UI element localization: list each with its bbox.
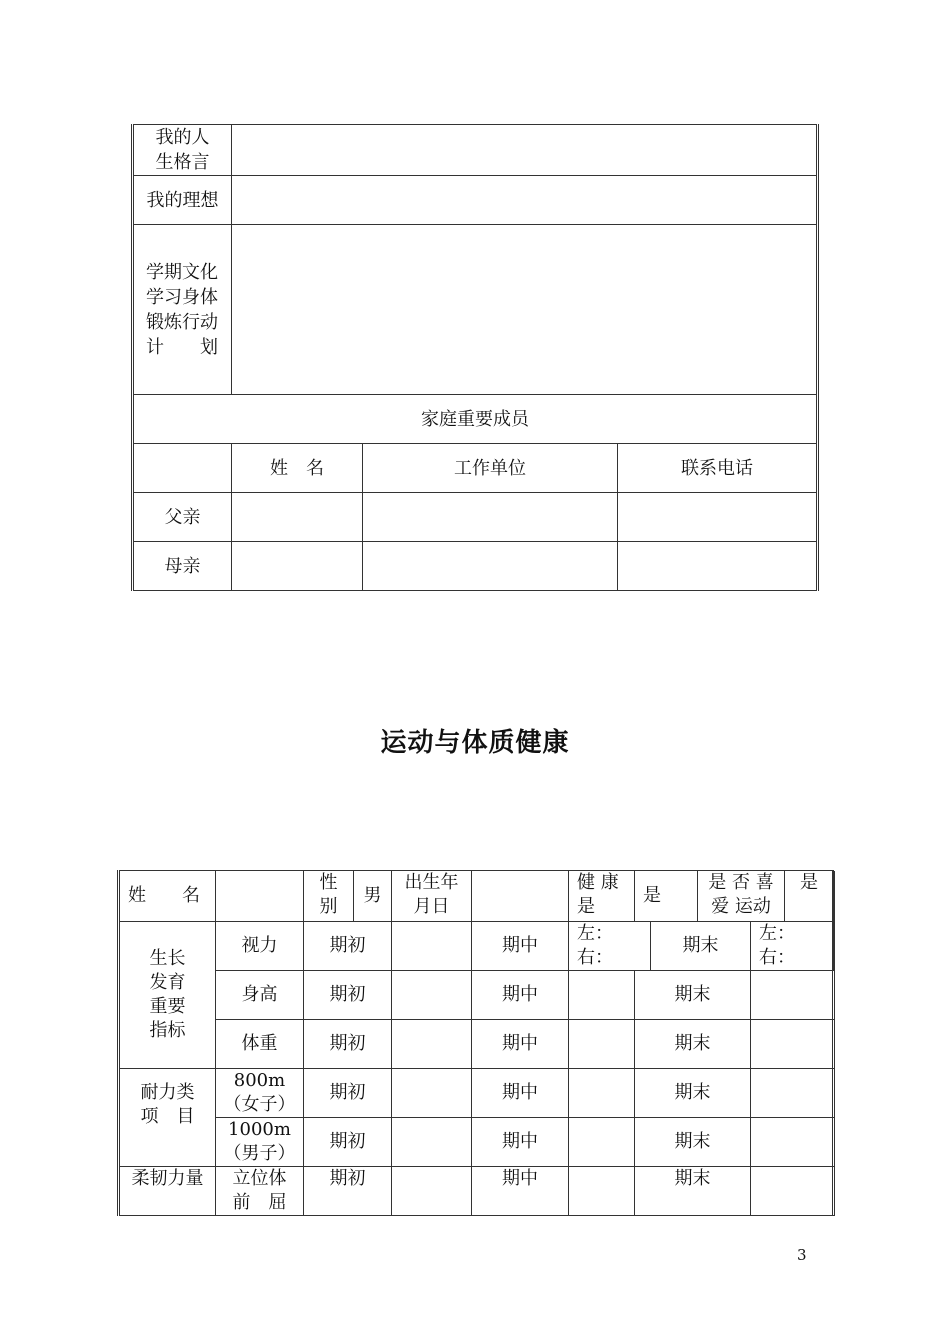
likes-sport-value: 是	[785, 871, 834, 922]
plan-field[interactable]	[232, 225, 818, 395]
motto-label: 我的人 生格言	[133, 125, 232, 176]
run-female-start-label: 期初	[304, 1069, 392, 1118]
father-name-field[interactable]	[232, 493, 363, 542]
vision-mid-field[interactable]: 左： 右：	[569, 922, 651, 971]
height-start-label: 期初	[304, 971, 392, 1020]
growth-group-label: 生长 发育 重要 指标	[119, 922, 216, 1069]
father-work-field[interactable]	[363, 493, 618, 542]
father-label: 父亲	[133, 493, 232, 542]
profile-table	[131, 124, 819, 591]
mother-work-field[interactable]	[363, 542, 618, 591]
weight-start-label: 期初	[304, 1020, 392, 1069]
height-mid-field[interactable]	[569, 971, 635, 1020]
healthy-label: 健 康 是	[569, 871, 635, 922]
plan-label: 学期文化 学习身体 锻炼行动 计 划	[133, 225, 232, 395]
vision-end-field[interactable]: 左： 右：	[751, 922, 834, 971]
flex-item-label: 立位体 前 屈	[216, 1167, 304, 1216]
name-label: 姓 名	[119, 871, 216, 922]
mother-phone-field[interactable]	[618, 542, 818, 591]
birth-field[interactable]	[472, 871, 569, 922]
gender-value: 男	[354, 871, 392, 922]
ideal-field[interactable]	[232, 176, 818, 225]
run-male-end-label: 期末	[635, 1118, 751, 1167]
height-mid-label: 期中	[472, 971, 569, 1020]
height-end-field[interactable]	[751, 971, 834, 1020]
weight-end-label: 期末	[635, 1020, 751, 1069]
run-female-end-label: 期末	[635, 1069, 751, 1118]
run-male-mid-field[interactable]	[569, 1118, 635, 1167]
height-label: 身高	[216, 971, 304, 1020]
run-male-start-field[interactable]	[392, 1118, 472, 1167]
gender-label: 性 别	[304, 871, 354, 922]
flex-group-label: 柔韧力量	[119, 1167, 216, 1216]
weight-mid-field[interactable]	[569, 1020, 635, 1069]
healthy-value: 是	[635, 871, 698, 922]
family-header: 家庭重要成员	[133, 395, 818, 444]
vision-start-field[interactable]	[392, 922, 472, 971]
mother-label: 母亲	[133, 542, 232, 591]
section-title: 运动与体质健康	[380, 728, 570, 758]
endurance-group-label: 耐力类 项 目	[119, 1069, 216, 1167]
vision-mid-label: 期中	[472, 922, 569, 971]
flex-mid-label: 期中	[472, 1167, 569, 1216]
likes-sport-label: 是 否 喜 爱 运动	[698, 871, 785, 922]
run-female-mid-field[interactable]	[569, 1069, 635, 1118]
ideal-label: 我的理想	[133, 176, 232, 225]
vision-end-label: 期末	[651, 922, 751, 971]
flex-end-field[interactable]	[751, 1167, 834, 1216]
vision-label: 视力	[216, 922, 304, 971]
name-field[interactable]	[216, 871, 304, 922]
family-col-work: 工作单位	[363, 444, 618, 493]
family-corner-cell	[133, 444, 232, 493]
motto-field[interactable]	[232, 125, 818, 176]
run-male-mid-label: 期中	[472, 1118, 569, 1167]
father-phone-field[interactable]	[618, 493, 818, 542]
flex-start-field[interactable]	[392, 1167, 472, 1216]
height-start-field[interactable]	[392, 971, 472, 1020]
health-table	[117, 870, 835, 1216]
weight-end-field[interactable]	[751, 1020, 834, 1069]
run-male-label: 1000m （男子）	[216, 1118, 304, 1167]
flex-start-label: 期初	[304, 1167, 392, 1216]
birth-label: 出生年 月日	[392, 871, 472, 922]
mother-name-field[interactable]	[232, 542, 363, 591]
page-number: 3	[797, 1246, 807, 1264]
run-female-start-field[interactable]	[392, 1069, 472, 1118]
run-female-label: 800m （女子）	[216, 1069, 304, 1118]
height-end-label: 期末	[635, 971, 751, 1020]
vision-start-label: 期初	[304, 922, 392, 971]
family-col-phone: 联系电话	[618, 444, 818, 493]
weight-mid-label: 期中	[472, 1020, 569, 1069]
run-female-mid-label: 期中	[472, 1069, 569, 1118]
run-female-end-field[interactable]	[751, 1069, 834, 1118]
run-male-start-label: 期初	[304, 1118, 392, 1167]
family-col-name: 姓 名	[232, 444, 363, 493]
flex-end-label: 期末	[635, 1167, 751, 1216]
flex-mid-field[interactable]	[569, 1167, 635, 1216]
weight-start-field[interactable]	[392, 1020, 472, 1069]
weight-label: 体重	[216, 1020, 304, 1069]
run-male-end-field[interactable]	[751, 1118, 834, 1167]
